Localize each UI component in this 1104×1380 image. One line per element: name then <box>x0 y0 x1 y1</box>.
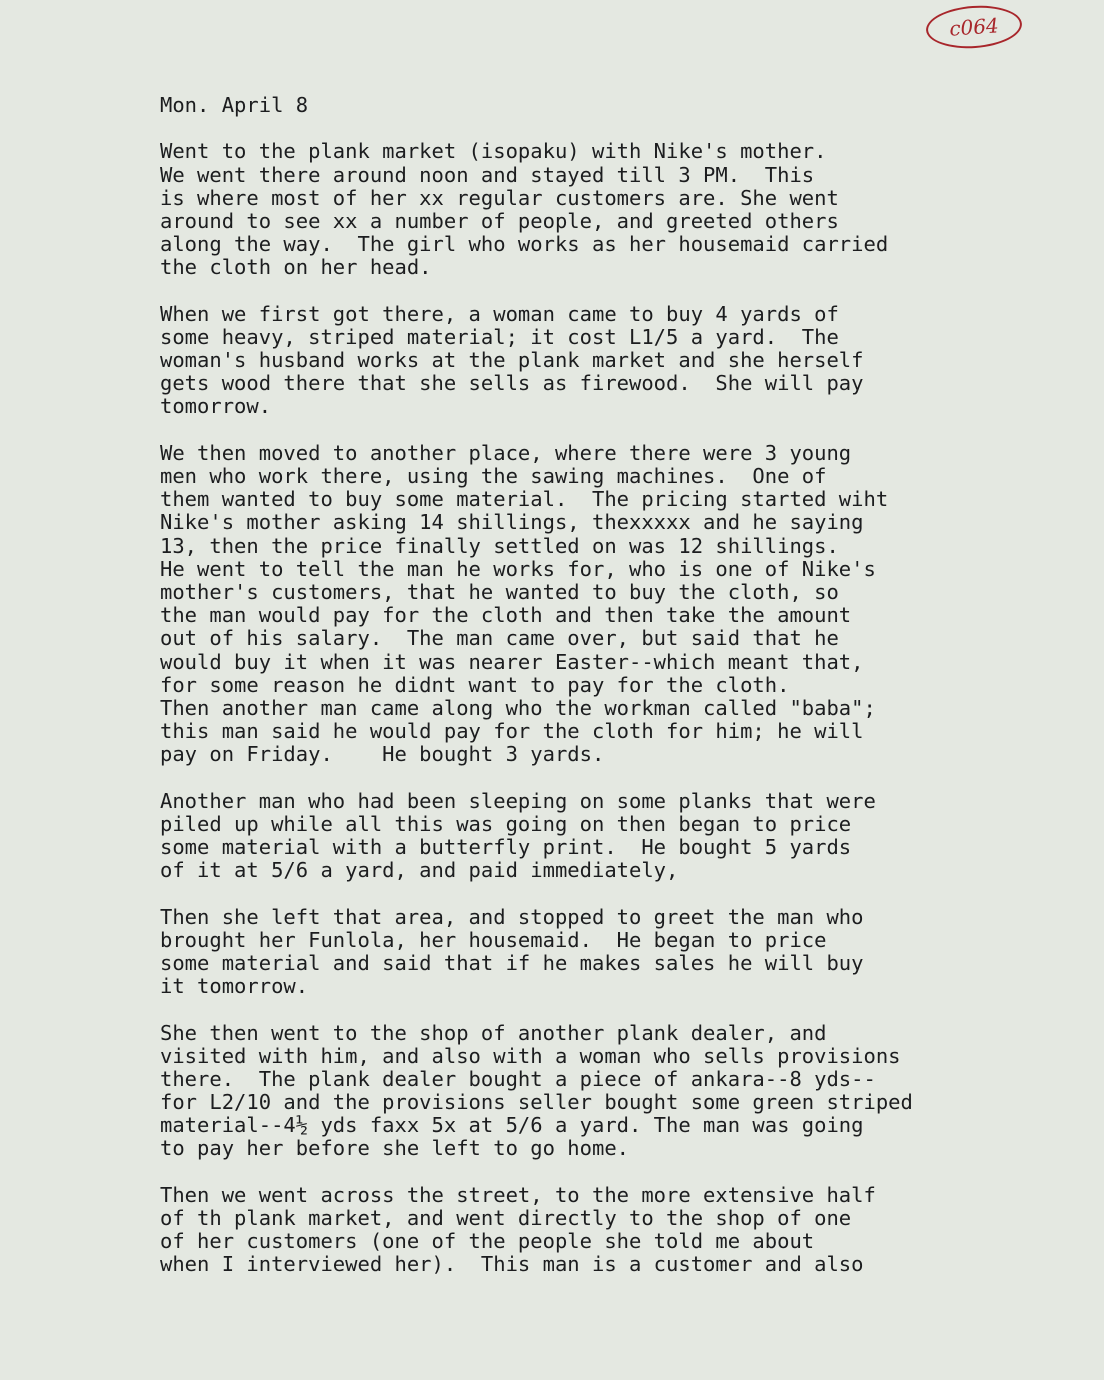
text-line: Then we went across the street, to the more extensive half <box>160 1182 876 1207</box>
paragraph <box>160 303 1060 419</box>
text-line: gets wood there that she sells as firewood. She will pay <box>160 371 864 396</box>
text-line: We went there around noon and stayed till 3 PM. This <box>160 162 815 187</box>
text-line: is where most of her xx regular customers are. She went <box>160 185 839 210</box>
paragraph <box>160 140 1060 279</box>
text-line: woman's husband works at the plank market and she herself <box>160 348 864 373</box>
text-line: Nike's mother asking 14 shillings, thexxxxx and he saying <box>160 510 864 535</box>
paragraph <box>160 1184 1060 1277</box>
text-line: when I interviewed her). This man is a customer and also <box>160 1252 864 1277</box>
text-line: Then she left that area, and stopped to greet the man who <box>160 904 864 929</box>
paragraph <box>160 442 1060 767</box>
text-line: it tomorrow. <box>160 974 309 999</box>
paragraph <box>160 906 1060 999</box>
page-number-stamp: c064 <box>925 3 1024 52</box>
text-line: Then another man came along who the workman called "baba"; <box>160 695 876 720</box>
text-line: men who work there, using the sawing machines. One of <box>160 464 827 489</box>
typed-document <box>160 94 1060 1300</box>
text-line: of her customers (one of the people she told me about <box>160 1229 815 1254</box>
text-line: some material and said that if he makes sales he will buy <box>160 950 864 975</box>
text-line: Went to the plank market (isopaku) with Nike's mother. <box>160 139 827 164</box>
text-line: Another man who had been sleeping on some planks that were <box>160 788 876 813</box>
text-line: for some reason he didnt want to pay for the cloth. <box>160 672 790 697</box>
text-line: tomorrow. <box>160 394 272 419</box>
text-line: When we first got there, a woman came to buy 4 yards of <box>160 301 839 326</box>
paragraph-list <box>160 140 1060 1276</box>
text-line: them wanted to buy some material. The pricing started wiht <box>160 487 889 512</box>
text-line: there. The plank dealer bought a piece of ankara--8 yds-- <box>160 1066 876 1091</box>
text-line: visited with him, and also with a woman who sells provisions <box>160 1043 901 1068</box>
paragraph <box>160 1022 1060 1161</box>
text-line: 13, then the price finally settled on was 12 shillings. <box>160 533 839 558</box>
text-line: He went to tell the man he works for, who is one of Nike's <box>160 556 876 581</box>
text-line: out of his salary. The man came over, but said that he <box>160 626 839 651</box>
text-line: material--4½ yds faxx 5x at 5/6 a yard. The man was going <box>160 1113 864 1138</box>
paragraph <box>160 790 1060 883</box>
text-line: She then went to the shop of another plank dealer, and <box>160 1020 827 1045</box>
text-line: some material with a butterfly print. He bought 5 yards <box>160 835 852 860</box>
text-line: mother's customers, that he wanted to buy the cloth, so <box>160 579 839 604</box>
text-line: the cloth on her head. <box>160 255 432 280</box>
text-line: would buy it when it was nearer Easter--which meant that, <box>160 649 864 674</box>
text-line: to pay her before she left to go home. <box>160 1136 629 1161</box>
text-line: for L2/10 and the provisions seller bought some green striped <box>160 1090 913 1115</box>
date-heading: Mon. April 8 <box>160 93 309 117</box>
text-line: some heavy, striped material; it cost L1/5 a yard. The <box>160 324 839 349</box>
text-line: of th plank market, and went directly to the shop of one <box>160 1206 852 1231</box>
text-line: this man said he would pay for the cloth for him; he will <box>160 719 864 744</box>
text-line: of it at 5/6 a yard, and paid immediately, <box>160 858 679 883</box>
text-line: the man would pay for the cloth and then take the amount <box>160 603 852 628</box>
text-line: pay on Friday. He bought 3 yards. <box>160 742 605 767</box>
text-line: around to see xx a number of people, and greeted others <box>160 208 839 233</box>
text-line: brought her Funlola, her housemaid. He began to price <box>160 927 827 952</box>
text-line: along the way. The girl who works as her housemaid carried <box>160 232 889 257</box>
text-line: piled up while all this was going on then began to price <box>160 811 852 836</box>
text-line: We then moved to another place, where there were 3 young <box>160 440 852 465</box>
